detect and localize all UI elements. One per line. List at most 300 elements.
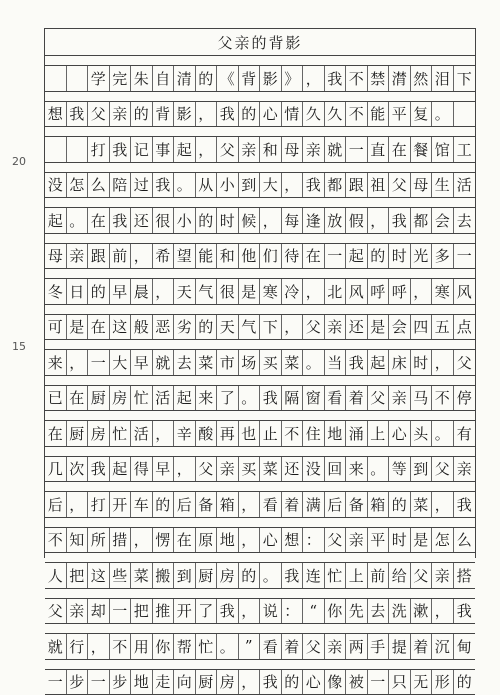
- grid-cell: 然: [411, 66, 433, 91]
- grid-cell: 和: [260, 137, 282, 162]
- grid-cell: 起: [174, 137, 196, 162]
- grid-cell: 亲: [346, 528, 368, 553]
- grid-cell: 给: [389, 563, 411, 588]
- grid-cell: 气: [196, 279, 218, 304]
- grid-cell: 影: [174, 102, 196, 127]
- grid-cell: 菜: [282, 350, 304, 375]
- grid-cell: 想: [45, 102, 67, 127]
- grid-cell: 起: [346, 244, 368, 269]
- grid-cell: 。: [260, 563, 282, 588]
- grid-cell: 在: [88, 208, 110, 233]
- grid-cell: 步: [67, 670, 89, 695]
- grid-cell: 推: [153, 599, 175, 624]
- grid-cell: 。: [67, 208, 89, 233]
- grid-cell: 把: [67, 563, 89, 588]
- grid-cell: 的: [368, 244, 390, 269]
- grid-cell: 菜: [196, 350, 218, 375]
- grid-cell: ，: [411, 279, 433, 304]
- grid-cell: 父: [454, 350, 476, 375]
- grid-cell: 完: [110, 66, 132, 91]
- grid-cell: 床: [389, 350, 411, 375]
- grid-cell: 只: [389, 670, 411, 695]
- grid-cell: ，: [282, 173, 304, 198]
- grid-cell: 厨: [67, 421, 89, 446]
- grid-cell: ，: [432, 492, 454, 517]
- grid-cell: 当: [325, 350, 347, 375]
- grid-cell: 马: [411, 386, 433, 411]
- grid-cell: 还: [282, 457, 304, 482]
- grid-cell: 时: [217, 208, 239, 233]
- grid-cell: 父: [368, 386, 390, 411]
- grid-cell: 么: [88, 173, 110, 198]
- grid-row: [45, 101, 475, 128]
- grid-cell: ：: [303, 528, 325, 553]
- grid-cell: ，: [131, 244, 153, 269]
- grid-cell: 的: [454, 670, 476, 695]
- grid-cell: 风: [346, 279, 368, 304]
- grid-cell: 亲: [325, 634, 347, 659]
- grid-cell: ，: [368, 208, 390, 233]
- grid-cell: 地: [217, 528, 239, 553]
- grid-cell: 的: [239, 102, 261, 127]
- grid-cell: 的: [196, 208, 218, 233]
- grid-cell: 无: [411, 670, 433, 695]
- grid-cell: 打: [88, 137, 110, 162]
- grid-cell: 的: [282, 670, 304, 695]
- grid-cell: 忙: [110, 421, 132, 446]
- grid-cell: 亲: [67, 244, 89, 269]
- grid-cell: 恶: [153, 315, 175, 340]
- grid-cell: 四: [411, 315, 433, 340]
- grid-cell: ，: [303, 66, 325, 91]
- grid-cell: 般: [131, 315, 153, 340]
- grid-cell: 前: [368, 563, 390, 588]
- grid-row: [45, 349, 475, 376]
- grid-cell: 潸: [389, 66, 411, 91]
- grid-cell: 气: [239, 315, 261, 340]
- grid-cell: 餐: [411, 137, 433, 162]
- grid-cell: 菜: [260, 457, 282, 482]
- grid-cell: 车: [131, 492, 153, 517]
- essay-title: 父亲的背影: [45, 28, 475, 56]
- grid-cell: 母: [282, 137, 304, 162]
- grid-cell: 一: [45, 670, 67, 695]
- grid-cell: 就: [45, 634, 67, 659]
- grid-cell: 看: [260, 492, 282, 517]
- grid-cell: 被: [346, 670, 368, 695]
- grid-cell: 窗: [303, 386, 325, 411]
- grid-cell: 父: [411, 563, 433, 588]
- grid-cell: 我: [282, 563, 304, 588]
- grid-cell: ，: [196, 102, 218, 127]
- grid-cell: 心: [389, 421, 411, 446]
- grid-cell: 逢: [303, 208, 325, 233]
- grid-cell: ，: [88, 634, 110, 659]
- grid-cell: 不: [45, 528, 67, 553]
- grid-cell: 备: [196, 492, 218, 517]
- grid-cell: 你: [325, 599, 347, 624]
- grid-cell: ，: [260, 208, 282, 233]
- grid-cell: ，: [282, 315, 304, 340]
- grid-cell: 隔: [282, 386, 304, 411]
- grid-cell: 再: [217, 421, 239, 446]
- grid-cell: 着: [282, 492, 304, 517]
- grid-cell: 晨: [131, 279, 153, 304]
- grid-cell: ，: [67, 350, 89, 375]
- grid-cell: ，: [239, 492, 261, 517]
- grid-row: [45, 207, 475, 234]
- grid-cell: 是: [411, 528, 433, 553]
- grid-cell: 北: [325, 279, 347, 304]
- grid-cell: 直: [368, 137, 390, 162]
- grid-row: [45, 385, 475, 412]
- grid-cell: [67, 66, 89, 91]
- grid-cell: 时: [411, 350, 433, 375]
- grid-cell: “: [303, 599, 325, 624]
- grid-cell: [45, 66, 67, 91]
- grid-cell: 备: [346, 492, 368, 517]
- grid-cell: 放: [325, 208, 347, 233]
- grid-row: [45, 562, 475, 589]
- grid-cell: 亲: [389, 386, 411, 411]
- grid-cell: 亲: [110, 102, 132, 127]
- grid-cell: 是: [67, 315, 89, 340]
- grid-cell: 母: [45, 244, 67, 269]
- grid-cell: 事: [153, 137, 175, 162]
- grid-cell: 一: [110, 599, 132, 624]
- grid-cell: 父: [325, 528, 347, 553]
- grid-cell: ，: [153, 421, 175, 446]
- grid-cell: 愣: [153, 528, 175, 553]
- grid-cell: 清: [174, 66, 196, 91]
- grid-cell: 很: [153, 208, 175, 233]
- grid-cell: ，: [153, 279, 175, 304]
- grid-cell: 买: [239, 457, 261, 482]
- grid-cell: 父: [389, 173, 411, 198]
- grid-cell: 过: [131, 173, 153, 198]
- grid-cell: 涌: [346, 421, 368, 446]
- grid-cell: 前: [110, 244, 132, 269]
- grid-cell: 说: [260, 599, 282, 624]
- grid-cell: 箱: [217, 492, 239, 517]
- grid-cell: [454, 102, 476, 127]
- grid-cell: 馆: [432, 137, 454, 162]
- grid-cell: 来: [45, 350, 67, 375]
- grid-cell: 母: [411, 173, 433, 198]
- grid-cell: ，: [67, 492, 89, 517]
- grid-cell: 忙: [325, 563, 347, 588]
- grid-cell: 房: [110, 386, 132, 411]
- grid-cell: 去: [454, 208, 476, 233]
- grid-cell: 厨: [196, 563, 218, 588]
- grid-cell: 在: [389, 137, 411, 162]
- grid-cell: 陪: [110, 173, 132, 198]
- grid-cell: 记: [131, 137, 153, 162]
- grid-rows: [45, 65, 475, 695]
- grid-cell: 亲: [239, 137, 261, 162]
- grid-cell: 开: [110, 492, 132, 517]
- grid-cell: 大: [110, 350, 132, 375]
- grid-cell: 也: [239, 421, 261, 446]
- grid-cell: 《: [217, 66, 239, 91]
- grid-cell: 影: [260, 66, 282, 91]
- grid-cell: 后: [45, 492, 67, 517]
- grid-cell: 后: [325, 492, 347, 517]
- grid-cell: 先: [346, 599, 368, 624]
- grid-cell: 亲: [454, 457, 476, 482]
- grid-row: [45, 491, 475, 518]
- grid-cell: 祖: [368, 173, 390, 198]
- grid-cell: 的: [389, 492, 411, 517]
- grid-cell: 。: [432, 421, 454, 446]
- grid-cell: 向: [174, 670, 196, 695]
- grid-cell: 原: [196, 528, 218, 553]
- grid-row: [45, 420, 475, 447]
- grid-cell: 我: [110, 137, 132, 162]
- grid-cell: 在: [174, 528, 196, 553]
- grid-cell: 沉: [432, 634, 454, 659]
- grid-cell: 这: [88, 563, 110, 588]
- grid-cell: 怎: [67, 173, 89, 198]
- grid-cell: 冷: [282, 279, 304, 304]
- grid-cell: 措: [110, 528, 132, 553]
- grid-cell: 一: [325, 244, 347, 269]
- grid-cell: 我: [110, 208, 132, 233]
- grid-cell: 早: [131, 350, 153, 375]
- grid-cell: 我: [346, 350, 368, 375]
- grid-cell: 大: [260, 173, 282, 198]
- grid-cell: 停: [454, 386, 476, 411]
- grid-cell: 工: [454, 137, 476, 162]
- grid-cell: 怎: [432, 528, 454, 553]
- grid-cell: 望: [174, 244, 196, 269]
- grid-cell: 把: [131, 599, 153, 624]
- grid-cell: 亲: [432, 563, 454, 588]
- grid-cell: 不: [432, 386, 454, 411]
- grid-cell: 心: [260, 528, 282, 553]
- grid-cell: 跟: [88, 244, 110, 269]
- grid-cell: 父: [217, 137, 239, 162]
- grid-cell: 学: [88, 66, 110, 91]
- grid-cell: 忙: [196, 634, 218, 659]
- grid-cell: 每: [282, 208, 304, 233]
- grid-cell: 久: [325, 102, 347, 127]
- grid-cell: 我: [325, 66, 347, 91]
- grid-cell: 能: [368, 102, 390, 127]
- grid-cell: 已: [45, 386, 67, 411]
- grid-cell: 亲: [217, 457, 239, 482]
- grid-cell: 。: [217, 634, 239, 659]
- grid-cell: 酸: [196, 421, 218, 446]
- grid-cell: 些: [110, 563, 132, 588]
- grid-cell: 到: [411, 457, 433, 482]
- grid-row: [45, 527, 475, 554]
- grid-cell: 活: [131, 421, 153, 446]
- grid-cell: 房: [217, 563, 239, 588]
- grid-cell: 假: [346, 208, 368, 233]
- grid-cell: 搭: [454, 563, 476, 588]
- grid-cell: 在: [303, 244, 325, 269]
- grid-cell: 亲: [325, 315, 347, 340]
- grid-cell: 没: [303, 457, 325, 482]
- grid-cell: 我: [303, 173, 325, 198]
- grid-cell: ，: [432, 599, 454, 624]
- grid-cell: 不: [346, 102, 368, 127]
- grid-cell: 在: [67, 386, 89, 411]
- grid-cell: 背: [239, 66, 261, 91]
- grid-cell: 寒: [260, 279, 282, 304]
- grid-row: [45, 314, 475, 341]
- grid-cell: 不: [110, 634, 132, 659]
- grid-cell: 都: [411, 208, 433, 233]
- grid-cell: 的: [153, 492, 175, 517]
- grid-cell: 连: [303, 563, 325, 588]
- grid-cell: 甸: [454, 634, 476, 659]
- grid-cell: 几: [45, 457, 67, 482]
- grid-cell: 还: [131, 208, 153, 233]
- grid-cell: 从: [196, 173, 218, 198]
- grid-cell: 想: [282, 528, 304, 553]
- grid-cell: 上: [368, 421, 390, 446]
- grid-cell: 步: [110, 670, 132, 695]
- grid-cell: 却: [88, 599, 110, 624]
- grid-cell: 在: [88, 315, 110, 340]
- grid-cell: 房: [88, 421, 110, 446]
- grid-cell: 菜: [131, 563, 153, 588]
- grid-cell: 冬: [45, 279, 67, 304]
- grid-cell: 呼: [389, 279, 411, 304]
- grid-cell: 禁: [368, 66, 390, 91]
- grid-cell: 么: [454, 528, 476, 553]
- grid-cell: 父: [45, 599, 67, 624]
- grid-cell: 寒: [432, 279, 454, 304]
- grid-cell: 生: [432, 173, 454, 198]
- grid-row: [45, 172, 475, 199]
- grid-cell: 我: [454, 599, 476, 624]
- grid-cell: 所: [88, 528, 110, 553]
- grid-cell: ”: [239, 634, 261, 659]
- grid-cell: 心: [260, 102, 282, 127]
- grid-cell: 厨: [88, 386, 110, 411]
- grid-cell: 父: [432, 457, 454, 482]
- grid-cell: 来: [346, 457, 368, 482]
- grid-cell: 们: [260, 244, 282, 269]
- grid-cell: ，: [239, 528, 261, 553]
- grid-row: [45, 456, 475, 483]
- grid-cell: 开: [174, 599, 196, 624]
- grid-cell: 住: [303, 421, 325, 446]
- grid-cell: 跟: [346, 173, 368, 198]
- grid-cell: 他: [239, 244, 261, 269]
- grid-cell: 。: [303, 350, 325, 375]
- grid-cell: 一: [368, 670, 390, 695]
- grid-cell: 希: [153, 244, 175, 269]
- grid-cell: 菜: [411, 492, 433, 517]
- grid-cell: 后: [174, 492, 196, 517]
- grid-cell: 走: [153, 670, 175, 695]
- grid-cell: 自: [153, 66, 175, 91]
- grid-cell: 小: [174, 208, 196, 233]
- grid-cell: 。: [432, 102, 454, 127]
- grid-cell: 市: [217, 350, 239, 375]
- grid-cell: 待: [282, 244, 304, 269]
- grid-cell: 地: [325, 421, 347, 446]
- grid-cell: 会: [389, 315, 411, 340]
- grid-cell: 知: [67, 528, 89, 553]
- grid-cell: ，: [303, 279, 325, 304]
- grid-cell: 去: [174, 350, 196, 375]
- grid-cell: 没: [45, 173, 67, 198]
- grid-cell: 背: [153, 102, 175, 127]
- grid-cell: 日: [67, 279, 89, 304]
- grid-cell: 一: [88, 670, 110, 695]
- grid-cell: 的: [196, 66, 218, 91]
- grid-cell: 时: [389, 528, 411, 553]
- grid-cell: 我: [260, 386, 282, 411]
- grid-cell: 形: [432, 670, 454, 695]
- grid-cell: 着: [282, 634, 304, 659]
- grid-cell: 房: [217, 670, 239, 695]
- grid-cell: 地: [131, 670, 153, 695]
- grid-cell: 风: [454, 279, 476, 304]
- grid-cell: 打: [88, 492, 110, 517]
- grid-cell: 亲: [303, 137, 325, 162]
- grid-cell: ，: [131, 528, 153, 553]
- grid-cell: 我: [67, 102, 89, 127]
- grid-cell: 你: [153, 634, 175, 659]
- grid-cell: [67, 137, 89, 162]
- grid-cell: 能: [196, 244, 218, 269]
- grid-cell: 人: [45, 563, 67, 588]
- grid-cell: 的: [239, 563, 261, 588]
- grid-cell: 可: [45, 315, 67, 340]
- grid-cell: ：: [282, 599, 304, 624]
- grid-cell: 提: [389, 634, 411, 659]
- grid-cell: 平: [389, 102, 411, 127]
- grid-cell: ，: [239, 599, 261, 624]
- grid-cell: 。: [368, 457, 390, 482]
- grid-cell: 呼: [368, 279, 390, 304]
- grid-cell: 了: [217, 386, 239, 411]
- grid-cell: 活: [153, 386, 175, 411]
- grid-row: [45, 633, 475, 660]
- grid-row: [45, 669, 475, 695]
- grid-cell: 久: [303, 102, 325, 127]
- grid-cell: 就: [153, 350, 175, 375]
- grid-cell: 搬: [153, 563, 175, 588]
- grid-cell: ，: [432, 350, 454, 375]
- grid-cell: 了: [196, 599, 218, 624]
- grid-cell: 父: [303, 634, 325, 659]
- grid-cell: 我: [217, 102, 239, 127]
- grid-cell: 场: [239, 350, 261, 375]
- grid-cell: 早: [153, 457, 175, 482]
- grid-cell: 起: [174, 386, 196, 411]
- grid-cell: 还: [346, 315, 368, 340]
- grid-cell: 朱: [131, 66, 153, 91]
- grid-cell: 亲: [67, 599, 89, 624]
- margin-count-mark: 15: [12, 340, 26, 353]
- grid-cell: 手: [368, 634, 390, 659]
- grid-cell: 看: [260, 634, 282, 659]
- margin-count-mark: 20: [12, 155, 26, 168]
- grid-cell: 两: [346, 634, 368, 659]
- grid-cell: 不: [282, 421, 304, 446]
- grid-cell: [45, 137, 67, 162]
- grid-cell: 到: [239, 173, 261, 198]
- grid-cell: 买: [260, 350, 282, 375]
- grid-cell: 是: [368, 315, 390, 340]
